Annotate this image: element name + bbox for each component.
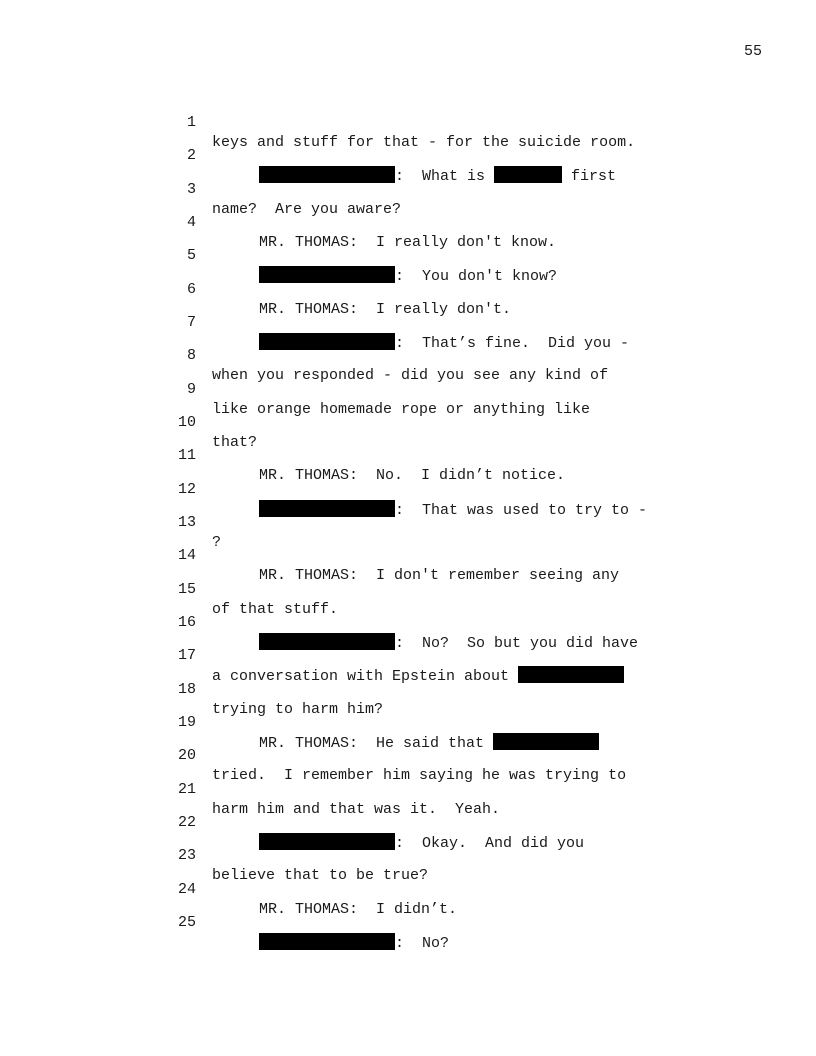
line-number: 9 — [186, 381, 196, 398]
line-text: harm him and that was it. Yeah. — [212, 801, 501, 818]
line-text-segment: a conversation with Epstein about — [212, 668, 519, 685]
line-text-segment: first — [562, 168, 617, 185]
line-text-segment: : That was used to try to - — [395, 502, 648, 519]
line-number: 23 — [177, 847, 196, 864]
line-text: tried. I remember him saying he was trying to — [212, 767, 627, 784]
line-text-segment: MR. THOMAS: He said that — [259, 735, 494, 752]
transcript-line — [0, 593, 816, 652]
transcript-line — [0, 160, 816, 218]
line-number: 11 — [177, 447, 196, 464]
line-number: 14 — [177, 547, 196, 564]
line-number: 24 — [177, 881, 196, 898]
line-number: 4 — [186, 214, 196, 231]
transcript-line — [0, 893, 816, 952]
transcript-line — [0, 426, 816, 484]
line-text: believe that to be true? — [212, 867, 429, 884]
line-text: MR. THOMAS: No. I didn’t notice. — [259, 467, 566, 484]
line-text: of that stuff. — [212, 601, 339, 618]
transcript-line — [0, 126, 816, 185]
line-number: 6 — [186, 281, 196, 298]
line-text: that? — [212, 434, 258, 451]
line-text: ? — [212, 534, 222, 551]
line-number: 25 — [177, 914, 196, 931]
transcript-line — [0, 693, 816, 752]
page-number: 55 — [743, 43, 762, 60]
line-number: 15 — [177, 581, 196, 598]
transcript-line — [0, 93, 816, 151]
transcript-line — [0, 226, 816, 285]
line-number: 22 — [177, 814, 196, 831]
transcript-line — [0, 560, 816, 618]
line-text — [259, 933, 449, 954]
transcript-line — [0, 393, 816, 451]
redaction-bar — [259, 933, 395, 950]
transcript-line — [0, 360, 816, 418]
line-text: like orange homemade rope or anything like — [212, 401, 591, 418]
line-text: MR. THOMAS: I really don't. — [259, 301, 512, 318]
transcript-line — [0, 826, 816, 884]
line-text: MR. THOMAS: I didn’t. — [259, 901, 458, 918]
line-number: 17 — [177, 647, 196, 664]
line-text: trying to harm him? — [212, 701, 384, 718]
transcript-line — [0, 726, 816, 784]
line-number: 20 — [177, 747, 196, 764]
line-number: 10 — [177, 414, 196, 431]
line-number: 18 — [177, 681, 196, 698]
line-text: keys and stuff for that - for the suicide room. — [212, 134, 636, 151]
line-number: 12 — [177, 481, 196, 498]
line-text: MR. THOMAS: I don't remember seeing any — [259, 567, 620, 584]
line-number: 3 — [186, 181, 196, 198]
transcript-line — [0, 793, 816, 852]
line-text-segment: : That’s fine. Did you - — [395, 335, 630, 352]
line-text-segment: : No? — [395, 935, 450, 952]
transcript-line — [0, 293, 816, 352]
line-number: 19 — [177, 714, 196, 731]
line-text-segment: : Okay. And did you — [395, 835, 585, 852]
line-number: 5 — [186, 247, 196, 264]
line-text: MR. THOMAS: I really don't know. — [259, 234, 557, 251]
transcript-line — [0, 326, 816, 384]
line-number: 2 — [186, 147, 196, 164]
line-text-segment: : You don't know? — [395, 268, 558, 285]
transcript-line — [0, 260, 816, 318]
line-text: when you responded - did you see any kind of — [212, 367, 609, 384]
line-number: 1 — [186, 114, 196, 131]
line-number: 8 — [186, 347, 196, 364]
transcript-line — [0, 526, 816, 584]
line-text: name? Are you aware? — [212, 201, 402, 218]
line-number: 16 — [177, 614, 196, 631]
transcript-line — [0, 860, 816, 918]
line-number: 13 — [177, 514, 196, 531]
line-text-segment: : What is — [395, 168, 495, 185]
line-text-segment: : No? So but you did have — [395, 635, 639, 652]
transcript-line — [0, 493, 816, 551]
transcript-line — [0, 626, 816, 685]
line-number: 21 — [177, 781, 196, 798]
transcript-line — [0, 760, 816, 818]
transcript-line — [0, 460, 816, 519]
transcript-line — [0, 193, 816, 251]
line-number: 7 — [186, 314, 196, 331]
transcript-line — [0, 660, 816, 718]
